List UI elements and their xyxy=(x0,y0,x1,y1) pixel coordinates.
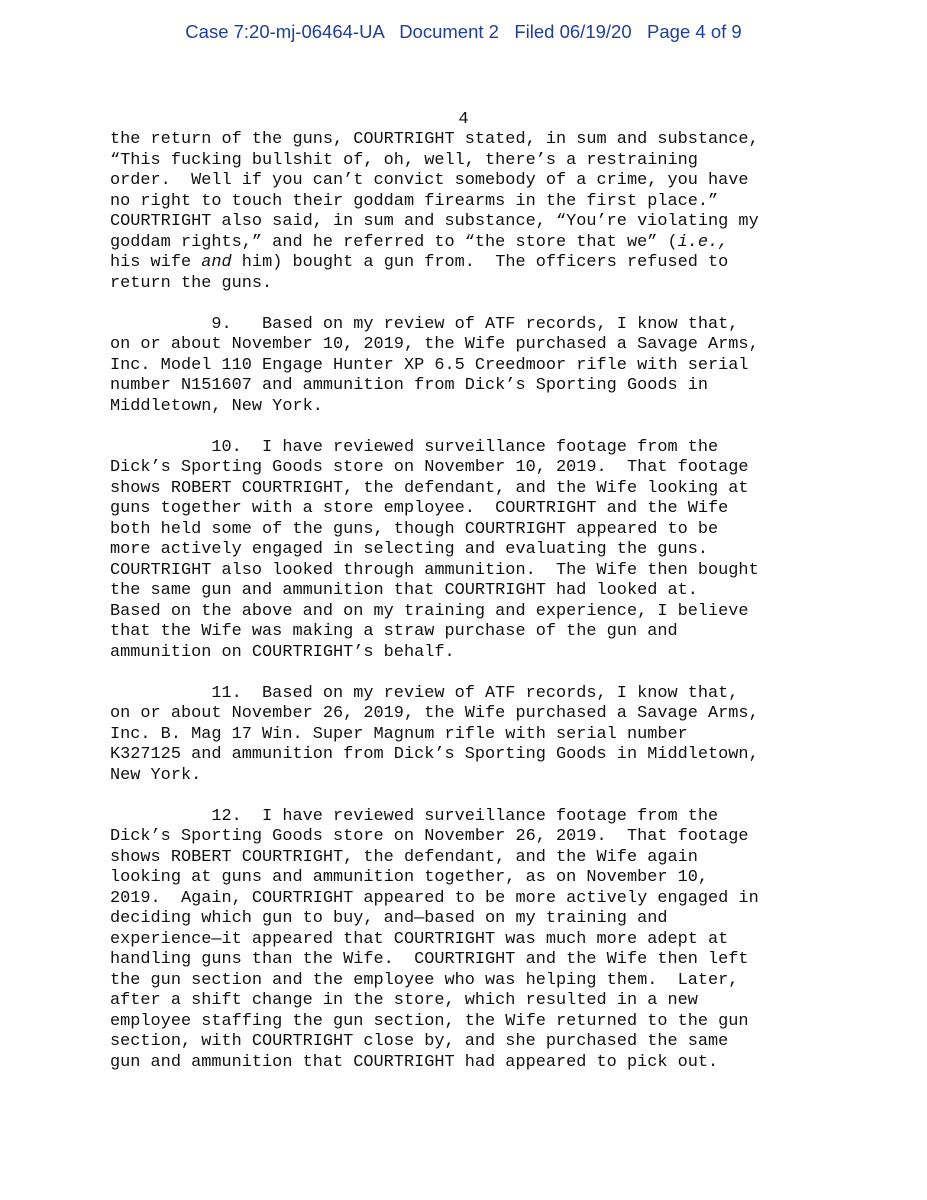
italic-abbreviation: i.e., xyxy=(677,232,729,252)
text-line: return the guns. xyxy=(110,273,273,293)
text-line: 9. Based on my review of ATF records, I know that, xyxy=(110,314,739,334)
text-line: no right to touch their goddam firearms in the first place.” xyxy=(110,191,719,211)
text-line: looking at guns and ammunition together, as on November 10, xyxy=(110,868,709,887)
text-line: 11. Based on my review of ATF records, I know that, xyxy=(110,683,739,703)
text-line: on or about November 26, 2019, the Wife purchased a Savage Arms, xyxy=(110,704,759,723)
text-line: Inc. B. Mag 17 Win. Super Magnum rifle with serial number xyxy=(110,724,688,744)
text-line: the return of the guns, COURTRIGHT stated, in sum and substance, xyxy=(110,130,759,149)
text-line: Middletown, New York. xyxy=(110,396,323,416)
text-line: 2019. Again, COURTRIGHT appeared to be more actively engaged in xyxy=(110,888,759,908)
document-body xyxy=(110,130,870,1073)
text-line: employee staffing the gun section, the Wife returned to the gun xyxy=(110,1011,749,1031)
text-line: “This fucking bullshit of, oh, well, there’s a restraining xyxy=(110,150,698,170)
text-line: shows ROBERT COURTRIGHT, the defendant, and the Wife looking at xyxy=(110,478,749,498)
document-number: Document 2 xyxy=(399,21,499,42)
text-line: 10. I have reviewed surveillance footage from the xyxy=(110,437,719,457)
italic-word: and xyxy=(201,253,232,272)
page-of: Page 4 of 9 xyxy=(647,21,742,42)
text-line: gun and ammunition that COURTRIGHT had appeared to pick out. xyxy=(110,1052,719,1072)
text-segment: goddam rights,” and he referred to “the store that we” ( xyxy=(110,232,678,252)
text-segment: his wife xyxy=(110,253,202,272)
text-line: Dick’s Sporting Goods store on November 10, 2019. That footage xyxy=(110,458,749,477)
text-line: K327125 and ammunition from Dick’s Sporting Goods in Middletown, xyxy=(110,745,759,764)
text-line: COURTRIGHT also looked through ammunition. The Wife then bought xyxy=(110,560,759,580)
text-line: the same gun and ammunition that COURTRIGHT had looked at. xyxy=(110,581,698,600)
text-line: Dick’s Sporting Goods store on November 26, 2019. That footage xyxy=(110,827,749,846)
text-line: order. Well if you can’t convict somebody of a crime, you have xyxy=(110,171,749,190)
text-line: handling guns than the Wife. COURTRIGHT and the Wife then left xyxy=(110,950,749,969)
text-line: after a shift change in the store, which resulted in a new xyxy=(110,991,698,1010)
text-line: guns together with a store employee. COURTRIGHT and the Wife xyxy=(110,499,729,518)
text-line: COURTRIGHT also said, in sum and substance, “You’re violating my xyxy=(110,212,759,231)
text-line: on or about November 10, 2019, the Wife purchased a Savage Arms, xyxy=(110,335,759,354)
paragraph-10 xyxy=(110,438,870,664)
text-line: Inc. Model 110 Engage Hunter XP 6.5 Creedmoor rifle with serial xyxy=(110,355,749,375)
text-line: shows ROBERT COURTRIGHT, the defendant, and the Wife again xyxy=(110,847,698,867)
text-line: number N151607 and ammunition from Dick’s Sporting Goods in xyxy=(110,376,709,395)
text-line: 12. I have reviewed surveillance footage from the xyxy=(110,806,719,826)
text-line: the gun section and the employee who was helping them. Later, xyxy=(110,970,739,990)
paragraph-continuation xyxy=(110,130,870,294)
text-line: that the Wife was making a straw purchase of the gun and xyxy=(110,622,678,641)
ecf-header xyxy=(0,21,927,43)
filed-date: Filed 06/19/20 xyxy=(514,21,632,42)
text-line: ammunition on COURTRIGHT’s behalf. xyxy=(110,642,455,662)
text-line: New York. xyxy=(110,765,202,785)
text-segment: him) bought a gun from. The officers refused to xyxy=(231,253,729,272)
paragraph-11 xyxy=(110,684,870,787)
page-number: 4 xyxy=(458,110,469,129)
text-line: Based on the above and on my training and experience, I believe xyxy=(110,601,749,621)
text-line xyxy=(110,233,870,254)
case-number: Case 7:20-mj-06464-UA xyxy=(185,21,384,42)
paragraph-9 xyxy=(110,315,870,418)
text-line: deciding which gun to buy, and—based on my training and xyxy=(110,909,668,928)
text-line xyxy=(110,253,870,274)
paragraph-12 xyxy=(110,807,870,1074)
text-line: more actively engaged in selecting and evaluating the guns. xyxy=(110,540,709,559)
text-line: both held some of the guns, though COURTRIGHT appeared to be xyxy=(110,519,719,539)
text-line: section, with COURTRIGHT close by, and she purchased the same xyxy=(110,1032,729,1051)
text-line: experience—it appeared that COURTRIGHT was much more adept at xyxy=(110,929,729,949)
